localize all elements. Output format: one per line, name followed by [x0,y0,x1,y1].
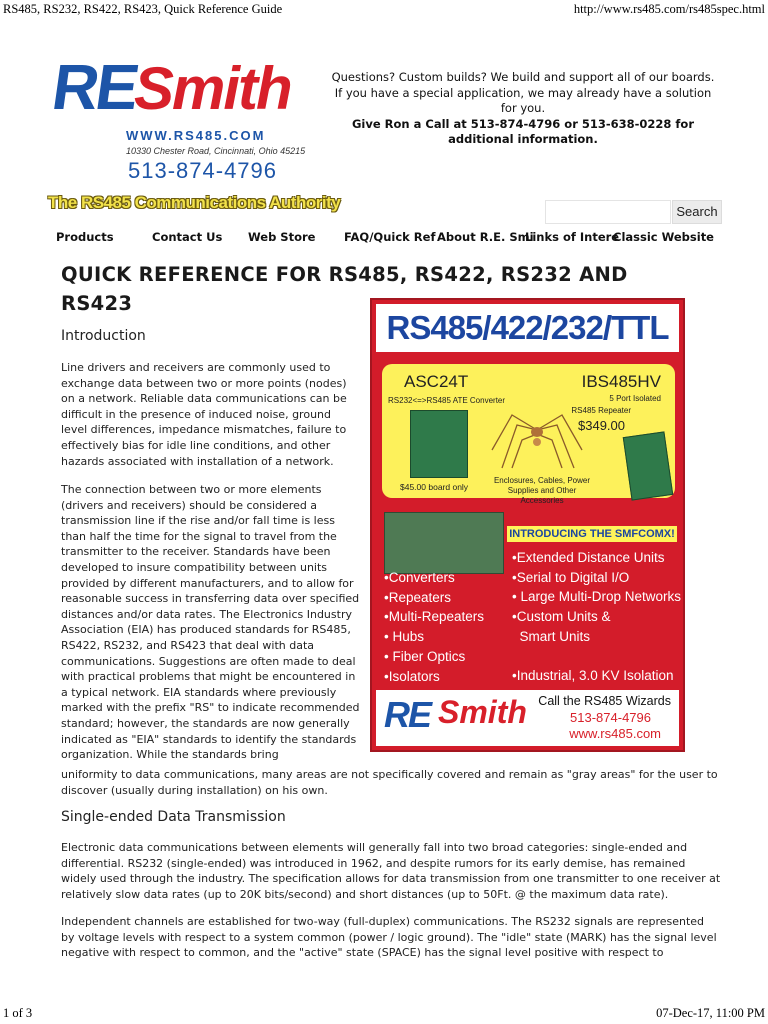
logo-address: 10330 Chester Road, Cincinnati, Ohio 45215 [126,146,306,156]
ad-feature: •Extended Distance Units [512,550,665,565]
re-smith-logo[interactable] [47,48,341,224]
single-ended-heading: Single-ended Data Transmission [61,809,286,825]
ad-feature: •Industrial, 3.0 KV Isolation [512,668,674,684]
logo-phone: 513-874-4796 [128,158,278,183]
product-ad-banner[interactable] [370,298,685,752]
intro-paragraph-1: Line drivers and receivers are commonly used to exchange data between two or more points (nodes) on a network. Reliable data communications can be difficult in the presence of induced noise, ground level differences, impedance mismatches, failure to effectively bias for idle line conditions, and other hazards associated with installation of a network. [61,361,347,468]
product-photo [384,512,504,574]
nav-links[interactable]: Links of Intere [525,230,620,244]
contact-line1: Questions? Custom builds? We build and support all of our boards. [331,70,715,84]
ad-feature: • Hubs [384,629,424,645]
contact-line2: If you have a special application, we may already have a solution for you. [334,85,712,115]
search-button[interactable]: Search [672,200,722,224]
logo-tagline: The RS485 Communications Authority [48,193,341,212]
ad-feature-spacer [512,647,681,667]
nav-contact-us[interactable]: Contact Us [152,230,223,244]
print-header-title: RS485, RS232, RS422, RS423, Quick Reference Guide [3,2,283,16]
ad-cta: Call the RS485 Wizards [538,694,671,708]
print-header [3,2,765,18]
nav-faq[interactable]: FAQ/Quick Ref [344,230,436,244]
ad-model-1: ASC24T [404,372,469,391]
ad-model-1-price: $45.00 board only [400,482,469,492]
ad-cta-phone: 513-874-4796 [570,710,651,725]
ad-model-2-sub1: 5 Port Isolated [609,394,661,403]
ad-model-2-price: $349.00 [578,418,625,433]
ad-feature: •Repeaters [384,589,452,605]
ad-feature: •Converters [384,570,455,585]
ad-features-right [512,548,681,686]
ad-model-2: IBS485HV [581,372,661,391]
ad-product-panel [382,364,675,505]
ad-feature: • Large Multi-Drop Networks [512,589,682,605]
ad-logo-re: RE [384,694,431,735]
repeater-board-image [623,431,673,500]
circuit-board-image [410,410,468,478]
ad-features-left [384,568,484,686]
ad-feature: • Fiber Optics [384,648,466,664]
logo-smith: Smith [134,55,291,122]
nav-products[interactable]: Products [56,230,114,244]
intro-paragraph-2: The connection between two or more elements (drivers and receivers) should be considered a transmission line if the rise and/or fall time is less than half the time for the signal to travel from the transmitter to the receiver. Standards have been developed to insure compatibility between units provided by different manufacturers, and to allow for reasonable success in transferring data over specified distances and/or data rates. The Electronics Industry Association (EIA) has produced standards for RS485, RS422, RS232, and RS423 that deal with data communications. Suggestions are often made to deal with practical problems that might be encountered in a typical network. EIA standards where previously marked with the prefix "RS" to indicate recommended standard; however, the standards are now generally indicated as "EIA" standards to identify the standards organization. While the standards bring [61,483,360,762]
nav-about[interactable]: About R.E. Smi [437,230,534,244]
intro-heading: Introduction [61,328,146,344]
ad-footer [376,690,679,746]
search-input[interactable] [545,200,671,224]
ad-accessories: Enclosures, Cables, Power Supplies and Other Accessories [493,476,591,505]
ad-model-2-sub2: RS485 Repeater [571,406,631,415]
ad-feature: •Custom Units & [512,609,611,625]
ad-feature: Smart Units [512,628,591,644]
ad-feature: •Multi-Repeaters [384,609,485,625]
page-title: QUICK REFERENCE FOR RS485, RS422, RS232 AND RS423 [61,263,628,315]
ad-feature: •Serial to Digital I/O [512,569,630,585]
logo-www: WWW.RS485.COM [126,128,266,143]
nav-web-store[interactable]: Web Store [248,230,316,244]
nav-classic-website[interactable]: Classic Website [613,230,714,244]
contact-line3: Give Ron a Call at 513-874-4796 or 513-638-0228 for additional information. [351,116,695,146]
ad-headline: RS485/422/232/TTL [376,304,679,352]
main-nav [56,230,726,246]
print-footer [3,1006,765,1022]
ad-model-1-sub: RS232<=>RS485 ATE Converter [388,396,506,405]
print-header-url: http://www.rs485.com/rs485spec.html [573,2,765,16]
ad-cta-url: www.rs485.com [569,726,661,741]
ad-feature: •Isolators [384,668,440,684]
ad-introducing: INTRODUCING THE SMFCOMX! [507,526,677,542]
single-ended-paragraph-2: Independent channels are established for two-way (full-duplex) communications. The RS232 signals are represented by voltage levels with respect to a system common (power / logic ground). The "idle" state (MARK) has the signal level negative with respect to common, and the "active" state (SPACE) has the signal level positive with respect to [61,915,717,960]
print-footer-datetime: 07-Dec-17, 11:00 PM [656,1006,765,1020]
intro-paragraph-2-cont: uniformity to data communications, many areas are not specifically covered and remain as "gray areas" for the user to discover (usually during installation) on his own. [61,768,718,797]
spider-icon [482,410,592,470]
single-ended-paragraph-1: Electronic data communications between elements will generally fall into two broad categories: single-ended and differential. RS232 (single-ended) was introduced in 1962, and despite rumors for its early demise, has remained widely used through the industry. The specification allows for data transmission from one transmitter to one receiver at relatively slow data rates (up to 20K bits/second) and short distances (up to 50Ft. @ the maximum data rate). [61,841,721,901]
print-footer-page: 1 of 3 [3,1006,33,1020]
ad-logo-smith: Smith [438,694,527,730]
contact-box [330,70,716,148]
logo-re: RE [47,51,141,123]
